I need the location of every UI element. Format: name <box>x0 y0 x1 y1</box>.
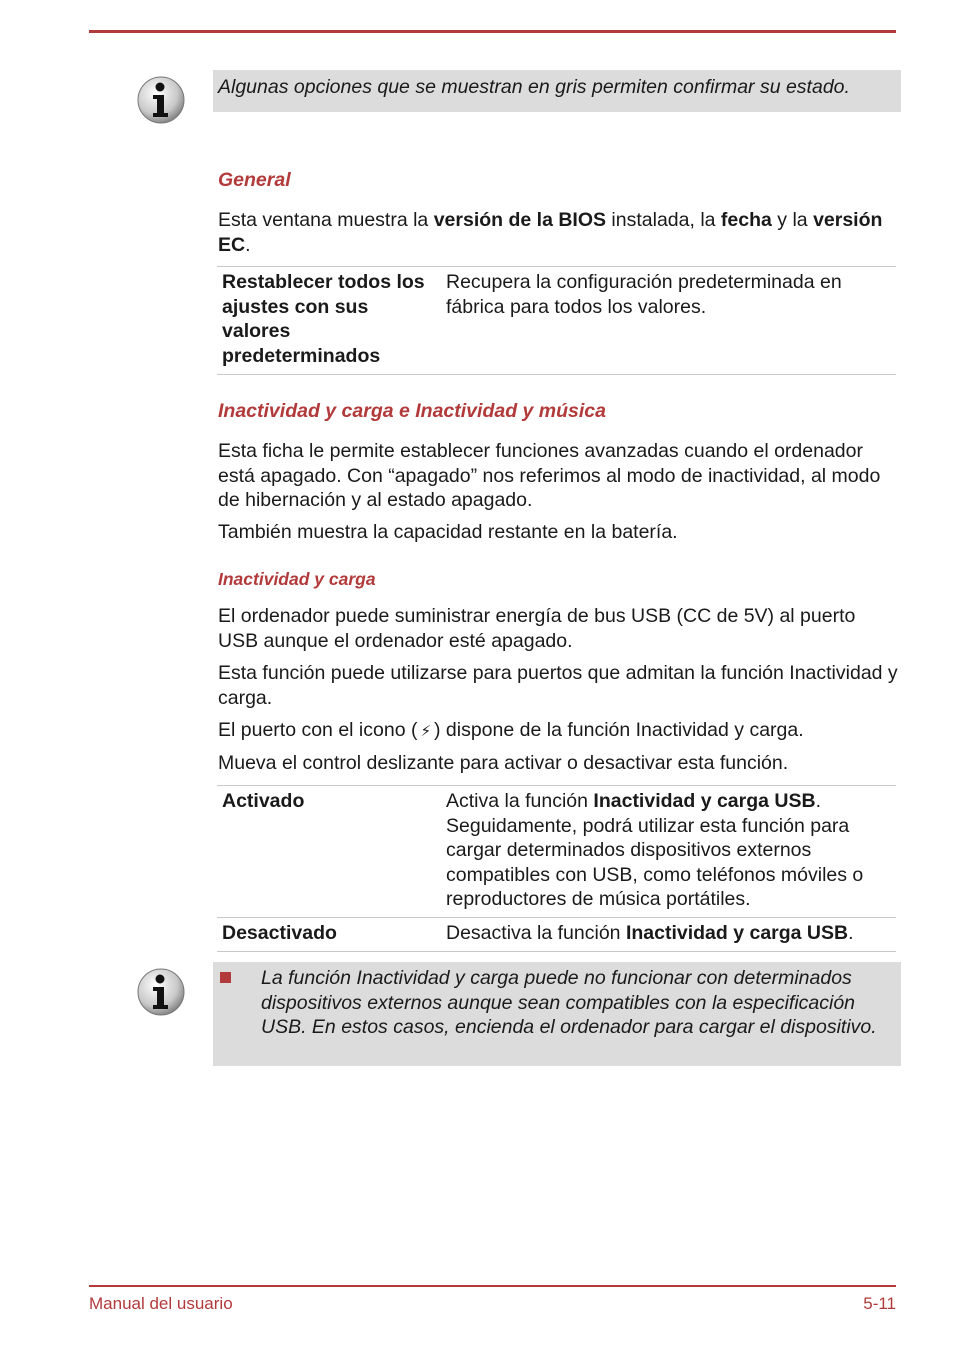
note-text: La función Inactividad y carga puede no funcionar con determinados dispositivos externos aunque sean compatibles con la especificación USB. En estos casos, encienda el ordenador para cargar el dispositivo. <box>261 967 877 1038</box>
table-rule <box>217 374 896 375</box>
note-box <box>213 962 901 1066</box>
table-definition: Activa la función Inactividad y carga USB. Seguidamente, podrá utilizar esta función para cargar determinados dispositivos externos compatibles con USB, como teléfonos móviles o reproductores de música portátiles. <box>446 790 864 910</box>
table-term: Desactivado <box>222 922 337 944</box>
lightning-bolt-icon: ⚡︎ <box>420 723 431 740</box>
bottom-rule <box>89 1285 896 1287</box>
table-rule <box>217 785 896 786</box>
note-text: Algunas opciones que se muestran en gris permiten confirmar su estado. <box>218 76 850 98</box>
paragraph: El puerto con el icono ( ⚡︎ ) dispone de la función Inactividad y carga. <box>218 718 898 745</box>
bullet-square-icon <box>220 972 231 983</box>
top-rule <box>89 30 896 33</box>
section-heading-sleep: Inactividad y carga e Inactividad y música <box>218 400 607 422</box>
paragraph: Esta ficha le permite establecer funciones avanzadas cuando el ordenador está apagado. Con “apagado” nos referimos al modo de inactividad, al modo de hibernación y al estado apagado. <box>218 440 881 511</box>
paragraph: También muestra la capacidad restante en la batería. <box>218 521 678 543</box>
table-term: Restablecer todos los ajustes con sus valores predeterminados <box>222 271 425 367</box>
section-heading-general: General <box>218 169 291 191</box>
general-intro: Esta ventana muestra la versión de la BIOS instalada, la fecha y la versión EC. <box>218 209 883 256</box>
subsection-heading-sleep-charge: Inactividad y carga <box>218 569 376 589</box>
info-icon <box>136 75 186 125</box>
table-rule <box>217 917 896 918</box>
table-rule <box>217 266 896 267</box>
note-box <box>213 70 901 112</box>
table-term: Activado <box>222 790 305 812</box>
page-number: 5-11 <box>863 1294 896 1313</box>
table-rule <box>217 951 896 952</box>
paragraph: El ordenador puede suministrar energía de bus USB (CC de 5V) al puerto USB aunque el ordenador esté apagado. <box>218 605 856 652</box>
paragraph: Mueva el control deslizante para activar o desactivar esta función. <box>218 752 789 774</box>
footer-title: Manual del usuario <box>89 1294 233 1313</box>
table-definition: Recupera la configuración predeterminada en fábrica para todos los valores. <box>446 271 842 318</box>
info-icon <box>136 967 186 1017</box>
paragraph: Esta función puede utilizarse para puertos que admitan la función Inactividad y carga. <box>218 662 898 709</box>
table-definition: Desactiva la función Inactividad y carga USB. <box>446 922 854 944</box>
